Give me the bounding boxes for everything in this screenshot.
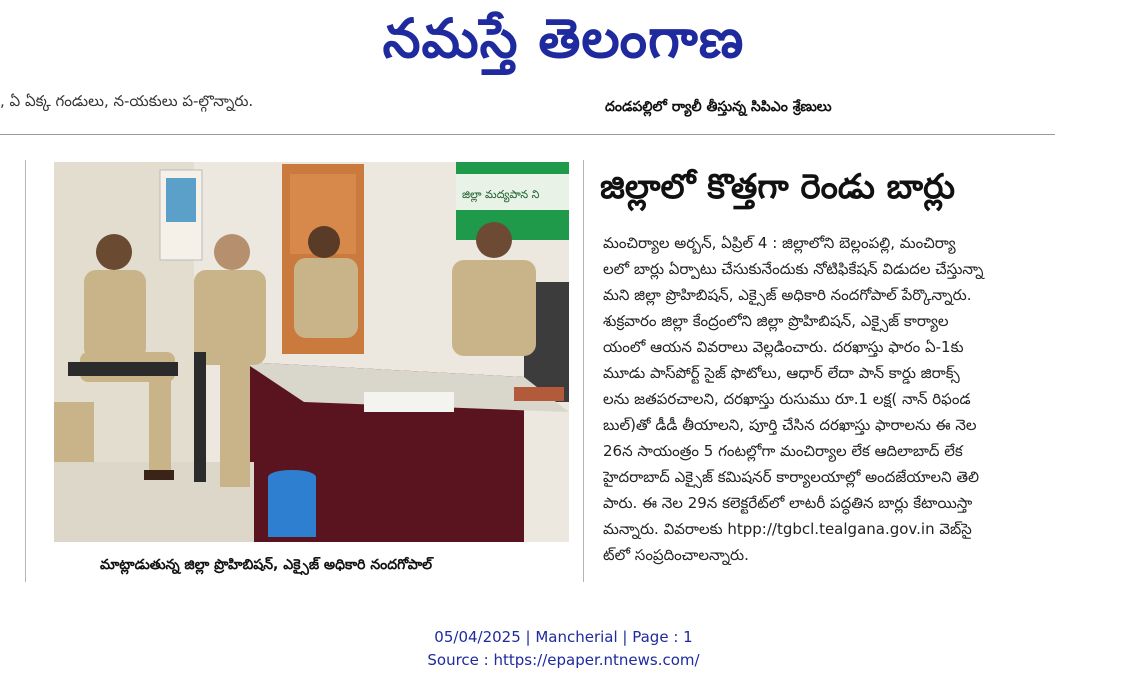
- article-body-line: ట్‌లో సంప్రదించాలన్నారు.: [603, 546, 749, 564]
- article-body-line: మన్నారు. వివరాలకు htpp://tgbcl.tealgana.gov.in వెబ్‌సై: [603, 520, 972, 538]
- footer-source-link[interactable]: Source : https://epaper.ntnews.com/: [427, 651, 700, 669]
- left-column-rule: [25, 160, 26, 582]
- newspaper-masthead: నమస్తే తెలంగాణ: [382, 7, 745, 70]
- article-body-line: యంలో ఆయన వివరాలు వెల్లడించారు. దరఖాస్తు ఫారం ఏ-1కు: [603, 338, 964, 356]
- footer-date-edition: 05/04/2025 | Mancherial | Page : 1: [434, 628, 693, 646]
- article-body-line: హైదరాబాద్ ఎక్సైజ్ కమిషనర్ కార్యాలయాల్లో అందజేయాలని తెలి: [603, 468, 980, 486]
- article-body-line: 26న సాయంత్రం 5 గంటల్లోగా మంచిర్యాల లేక ఆదిలాబాద్ లేక: [603, 442, 963, 460]
- officers-meeting-illustration: [54, 162, 569, 542]
- article-body-line: మంచిర్యాల అర్బన్, ఏప్రిల్ 4 : జిల్లాలోని బెల్లంపల్లి, మంచిర్యా: [603, 234, 956, 252]
- article-body: [603, 230, 1058, 568]
- article-headline: జిల్లాలో కొత్తగా రెండు బార్లు: [600, 167, 956, 207]
- article-body-line: లను జతపరచాలని, దరఖాస్తు రుసుము రూ.1 లక్ష( నాన్ రిఫండ: [603, 390, 971, 408]
- column-divider: [583, 160, 584, 582]
- top-divider: [0, 134, 1055, 135]
- article-body-line: మని జిల్లా ప్రొహిబిషన్, ఎక్సైజ్ అధికారి నందగోపాల్ పేర్కొన్నారు.: [603, 286, 972, 304]
- banner-text: జిల్లా మద్యపాన ని: [462, 188, 540, 201]
- article-body-line: బుల్)తో డీడీ తీయాలని, పూర్తి చేసిన దరఖాస్తు ఫారాలను ఈ నెల: [603, 416, 977, 434]
- article-body-line: మూడు పాస్‌పోర్ట్ సైజ్ ఫొటోలు, ఆధార్ లేదా పాన్ కార్డు జిరాక్స్: [603, 364, 960, 382]
- article-body-line: లలో బార్లు ఏర్పాటు చేసుకునేందుకు నోటిఫికేషన్ విడుదల చేస్తున్నా: [603, 260, 984, 278]
- photo-caption: మాట్లాడుతున్న జిల్లా ప్రొహిబిషన్, ఎక్సైజ్ అధికారి నందగోపాల్: [100, 557, 433, 573]
- top-strip-right-caption: దండపల్లిలో ర్యాలీ తీస్తున్న సిపిఎం శ్రేణులు: [605, 99, 832, 115]
- article-body-line: శుక్రవారం జిల్లా కేంద్రంలోని జిల్లా ప్రొహిబిషన్, ఎక్సైజ్ కార్యాల: [603, 312, 949, 330]
- top-strip-left-text: , ఏ ఏక్క గండులు, న-యకులు ప-ల్గొన్నారు.: [0, 92, 254, 110]
- article-photo: [54, 162, 569, 542]
- article-body-line: పారు. ఈ నెల 29న కలెక్టరేట్‌లో లాటరీ పద్ధతిన బార్లు కేటాయిస్తా: [603, 494, 973, 512]
